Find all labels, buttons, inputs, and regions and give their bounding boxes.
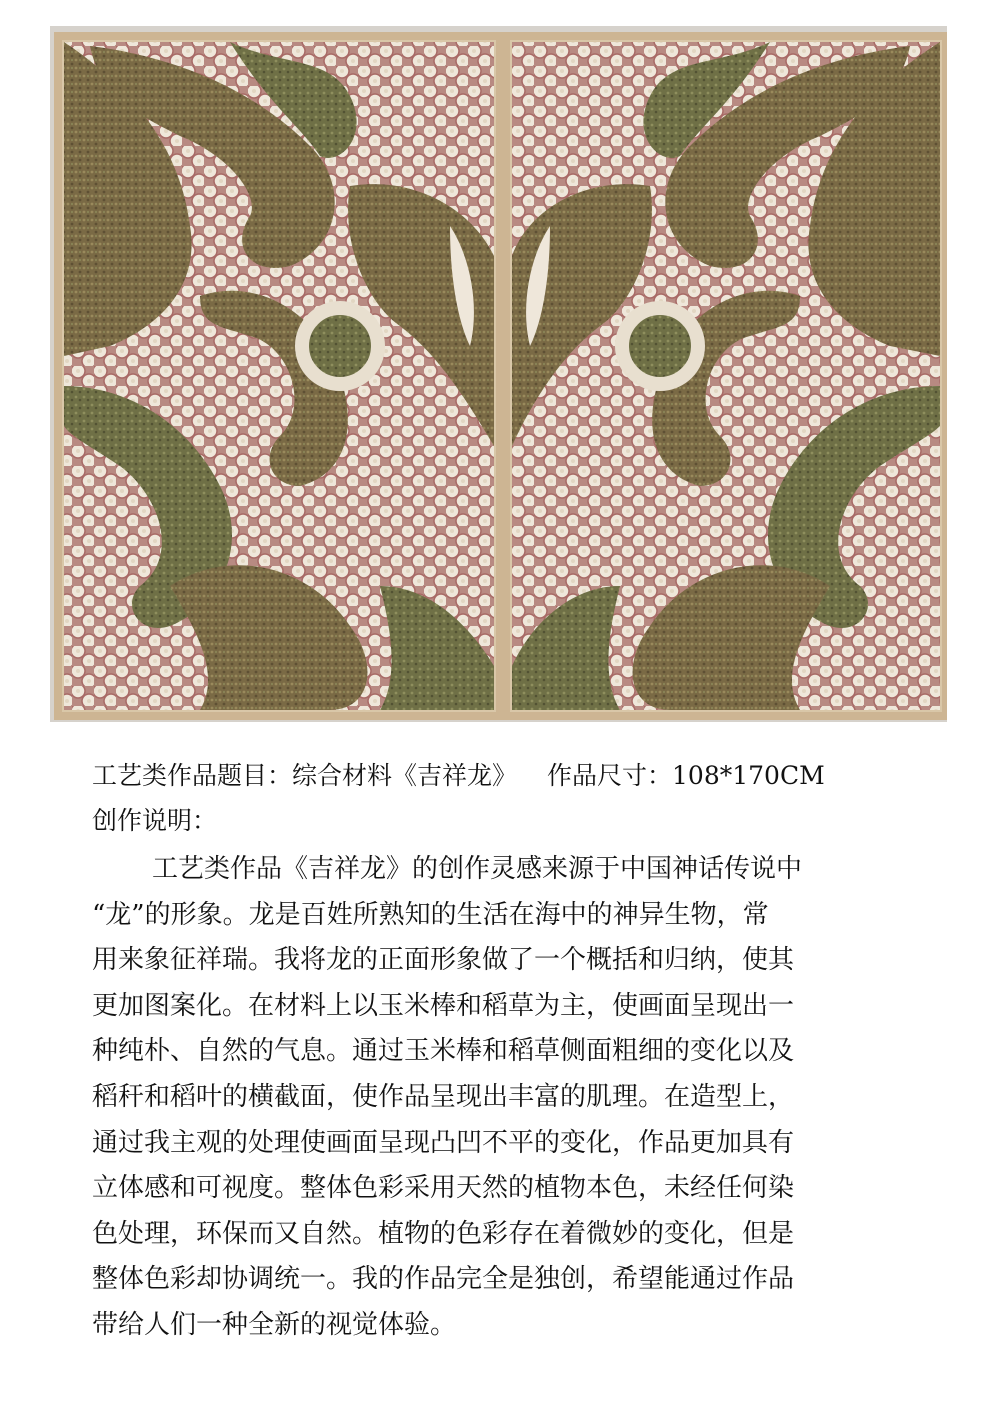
description-line: 色处理，环保而又自然。植物的色彩存在着微妙的变化，但是 (92, 1218, 795, 1249)
description-line: 整体色彩却协调统一。我的作品完全是独创，希望能通过作品 (92, 1264, 795, 1295)
description-line: “龙”的形象。龙是百姓所熟知的生活在海中的神异生物，常 (92, 899, 769, 930)
caption-title-row (92, 756, 825, 792)
artwork-size: 作品尺寸：108*170CM (547, 761, 825, 790)
artwork-illustration (50, 26, 947, 722)
description-line: 带给人们一种全新的视觉体验。 (92, 1309, 457, 1340)
artwork-photo (50, 26, 947, 722)
description-paragraph (92, 847, 922, 1349)
description-line: 用来象征祥瑞。我将龙的正面形象做了一个概括和归纳，使其 (92, 945, 795, 976)
description-line: 工艺类作品《吉祥龙》的创作灵感来源于中国神话传说中 (152, 854, 803, 884)
description-line: 通过我主观的处理使画面呈现凸凹不平的变化，作品更加具有 (92, 1127, 795, 1158)
description-line: 更加图案化。在材料上以玉米棒和稻草为主，使画面呈现出一 (92, 990, 795, 1021)
right-panel (506, 36, 946, 716)
description-line: 稻秆和稻叶的横截面，使作品呈现出丰富的肌理。在造型上， (92, 1081, 795, 1112)
description-line: 立体感和可视度。整体色彩采用天然的植物本色，未经任何染 (92, 1173, 795, 1204)
left-panel (58, 36, 500, 716)
description-line: 种纯朴、自然的气息。通过玉米棒和稻草侧面粗细的变化以及 (92, 1036, 795, 1067)
description-heading: 创作说明： (92, 806, 218, 835)
artwork-title: 工艺类作品题目：综合材料《吉祥龙》 (92, 761, 518, 790)
